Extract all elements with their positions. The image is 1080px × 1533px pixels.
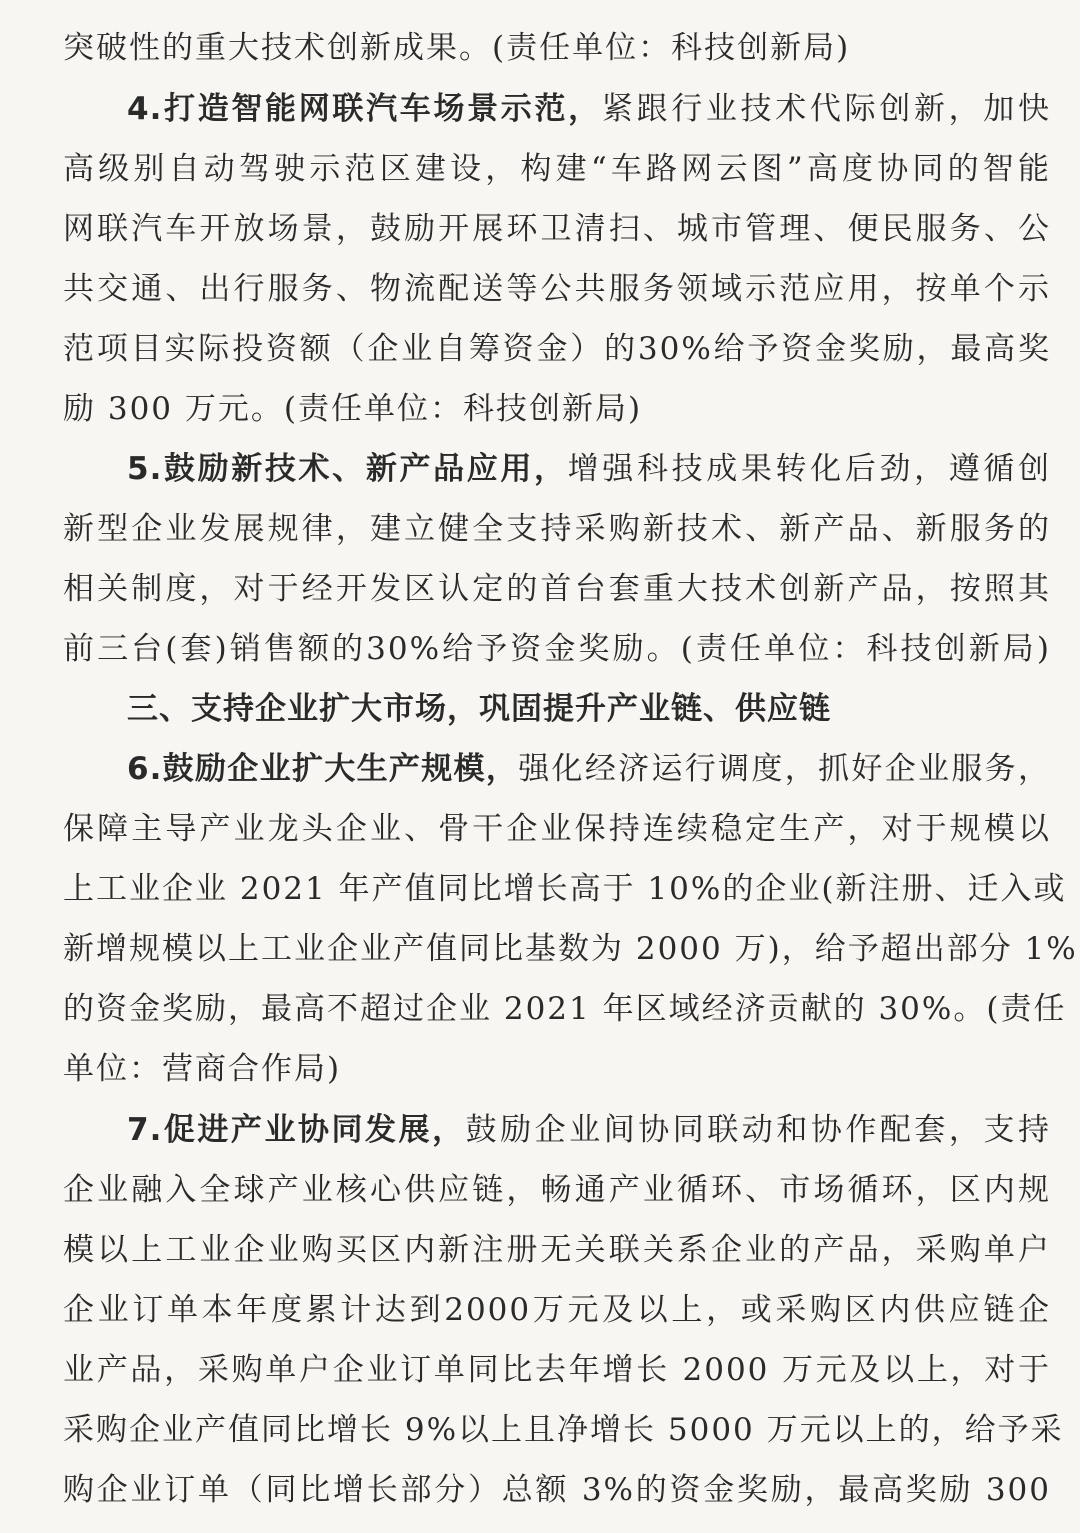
text-line: 保障主导产业龙头企业、骨干企业保持连续稳定生产，对于规模以 [63,811,1051,847]
text-line: 新增规模以上工业企业产值同比基数为 2000 万)，给予超出部分 1% [63,931,1078,967]
text-line: 相关制度，对于经开发区认定的首台套重大技术创新产品，按照其 [63,571,1051,607]
text-line: 上工业企业 2021 年产值同比增长高于 10%的企业(新注册、迁入或 [63,871,1067,907]
text-line: 范项目实际投资额（企业自筹资金）的30%给予资金奖励，最高奖 [63,331,1051,367]
text-line: 业产品，采购单户企业订单同比去年增长 2000 万元及以上，对于 [63,1352,1051,1388]
paragraph-7-first-line: 7.促进产业协同发展，鼓励企业间协同联动和协作配套，支持 [127,1112,1051,1148]
text-line: 励 300 万元。(责任单位：科技创新局) [63,391,643,427]
text-line: 企业融入全球产业核心供应链，畅通产业循环、市场循环，区内规 [63,1172,1051,1208]
item-7-heading: 7.促进产业协同发展， [127,1112,466,1148]
text-line: 突破性的重大技术创新成果。(责任单位：科技创新局) [63,30,851,66]
text-line: 单位：营商合作局) [63,1051,342,1087]
item-4-heading: 4.打造智能网联汽车场景示范， [127,91,602,127]
text-line: 企业订单本年度累计达到2000万元及以上，或采购区内供应链企 [63,1292,1051,1328]
text-line: 网联汽车开放场景，鼓励开展环卫清扫、城市管理、便民服务、公 [63,211,1051,247]
item-5-heading: 5.鼓励新技术、新产品应用， [127,451,568,487]
text-line: 购企业订单（同比增长部分）总额 3%的资金奖励，最高奖励 300 [63,1472,1051,1508]
text-line: 高级别自动驾驶示范区建设，构建“车路网云图”高度协同的智能 [63,151,1051,187]
text-line: 前三台(套)销售额的30%给予资金奖励。(责任单位：科技创新局) [63,631,1051,667]
paragraph-5-first-line: 5.鼓励新技术、新产品应用，增强科技成果转化后劲，遵循创 [127,451,1051,487]
paragraph-6-first-line: 6.鼓励企业扩大生产规模，强化经济运行调度，抓好企业服务， [127,751,1051,787]
text-line: 新型企业发展规律，建立健全支持采购新技术、新产品、新服务的 [63,511,1051,547]
text-line: 采购企业产值同比增长 9%以上且净增长 5000 万元以上的，给予采 [63,1412,1064,1448]
text-line: 的资金奖励，最高不超过企业 2021 年区域经济贡献的 30%。(责任 [63,991,1067,1027]
paragraph-4-first-line: 4.打造智能网联汽车场景示范，紧跟行业技术代际创新，加快 [127,91,1051,127]
text-line: 模以上工业企业购买区内新注册无关联关系企业的产品，采购单户 [63,1232,1051,1268]
section-heading: 三、支持企业扩大市场，巩固提升产业链、供应链 [127,691,831,727]
text-line: 共交通、出行服务、物流配送等公共服务领域示范应用，按单个示 [63,271,1051,307]
item-6-heading: 6.鼓励企业扩大生产规模， [127,751,519,787]
